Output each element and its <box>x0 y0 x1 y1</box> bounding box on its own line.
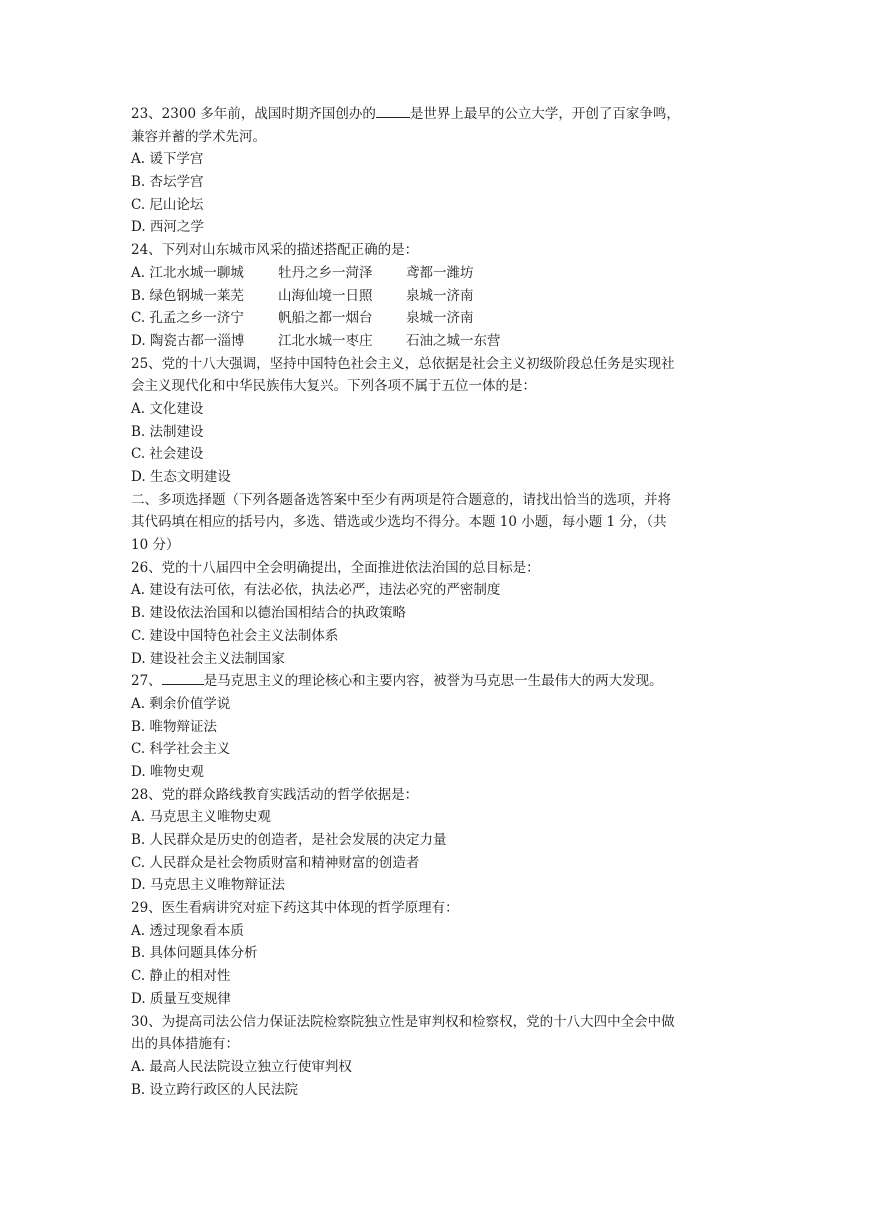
question-25-line-2: 会主义现代化和中华民族伟大复兴。下列各项不属于五位一体的是： <box>131 378 536 395</box>
option-25-c: C. 社会建设 <box>131 446 204 463</box>
option-26-b: B. 建设依法治国和以德治国相结合的执政策略 <box>131 605 407 622</box>
option-28-b: B. 人民群众是历史的创造者，是社会发展的决定力量 <box>131 832 447 848</box>
question-28-stem: 28、党的群众路线教育实践活动的哲学依据是： <box>131 786 419 803</box>
document-page <box>131 103 741 1101</box>
option-30-b: B. 设立跨行政区的人民法院 <box>131 1081 299 1098</box>
question-23-line-2: 兼容并蓄的学术先河。 <box>131 128 266 145</box>
option-29-a: A. 透过现象看本质 <box>131 922 244 939</box>
question-23-line-1: 23、2300 多年前，战国时期齐国创办的 是世界上最早的公立大学，开创了百家争鸣， <box>131 103 741 126</box>
option-23-b: B. 杏坛学宫 <box>131 174 204 191</box>
question-27-stem: 27、 是马克思主义的理论核心和主要内容，被誉为马克思一生最伟大的两大发现。 <box>131 670 741 693</box>
option-26-c: C. 建设中国特色社会主义法制体系 <box>131 627 339 644</box>
option-28-c: C. 人民群众是社会物质财富和精神财富的创造者 <box>131 854 420 871</box>
option-24-c: C. 孔孟之乡一济宁 帆船之都一烟台 泉城一济南 <box>131 310 474 327</box>
option-29-b: B. 具体问题具体分析 <box>131 945 258 962</box>
option-29-c: C. 静止的相对性 <box>131 968 231 985</box>
section-2-heading-line-2: 其代码填在相应的括号内，多选、错选或少选均不得分。本题 10 小题，每小题 1 分，（共 <box>131 514 667 531</box>
option-27-b: B. 唯物辩证法 <box>131 718 218 735</box>
option-26-a: A. 建设有法可依，有法必依，执法必严，违法必究的严密制度 <box>131 582 501 599</box>
option-29-d: D. 质量互变规律 <box>131 990 231 1007</box>
question-30-line-1: 30、为提高司法公信力保证法院检察院独立性是审判权和检察权，党的十八大四中全会中做 <box>131 1013 675 1030</box>
option-25-d: D. 生态文明建设 <box>131 469 231 485</box>
option-28-a: A. 马克思主义唯物史观 <box>131 809 271 826</box>
question-29-stem: 29、医生看病讲究对症下药这其中体现的哲学原理有： <box>131 900 459 917</box>
option-25-a: A. 文化建设 <box>131 400 204 417</box>
option-23-c: C. 尼山论坛 <box>131 196 204 213</box>
question-25-line-1: 25、党的十八大强调，坚持中国特色社会主义，总依据是社会主义初级阶段总任务是实现社 <box>131 355 675 372</box>
question-30-line-2: 出的具体措施有： <box>131 1036 239 1053</box>
section-2-heading-line-1: 二、多项选择题（下列各题备选答案中至少有两项是符合题意的，请找出恰当的选项，并将 <box>131 491 671 508</box>
question-26-stem: 26、党的十八届四中全会明确提出，全面推进依法治国的总目标是： <box>131 559 540 576</box>
option-23-a: A. 谖下学宫 <box>131 151 204 168</box>
option-28-d: D. 马克思主义唯物辩证法 <box>131 877 285 894</box>
option-24-d: D. 陶瓷古都一淄博 江北水城一枣庄 石油之城一东营 <box>131 332 501 349</box>
section-2-heading-line-3: 10 分） <box>131 537 180 554</box>
option-27-d: D. 唯物史观 <box>131 763 204 780</box>
option-23-d: D. 西河之学 <box>131 219 204 236</box>
option-24-b: B. 绿色钢城一莱芜 山海仙境一日照 泉城一济南 <box>131 287 474 304</box>
question-24-stem: 24、下列对山东城市风采的描述搭配正确的是： <box>131 242 419 259</box>
option-27-c: C. 科学社会主义 <box>131 741 231 758</box>
option-25-b: B. 法制建设 <box>131 423 204 440</box>
fill-in-blank <box>376 103 410 118</box>
option-24-a: A. 江北水城一聊城 牡丹之乡一菏泽 鸢都一潍坊 <box>131 264 474 281</box>
option-26-d: D. 建设社会主义法制国家 <box>131 650 285 667</box>
option-30-a: A. 最高人民法院设立独立行使审判权 <box>131 1058 352 1075</box>
option-27-a: A. 剩余价值学说 <box>131 695 231 712</box>
fill-in-blank <box>162 670 204 685</box>
